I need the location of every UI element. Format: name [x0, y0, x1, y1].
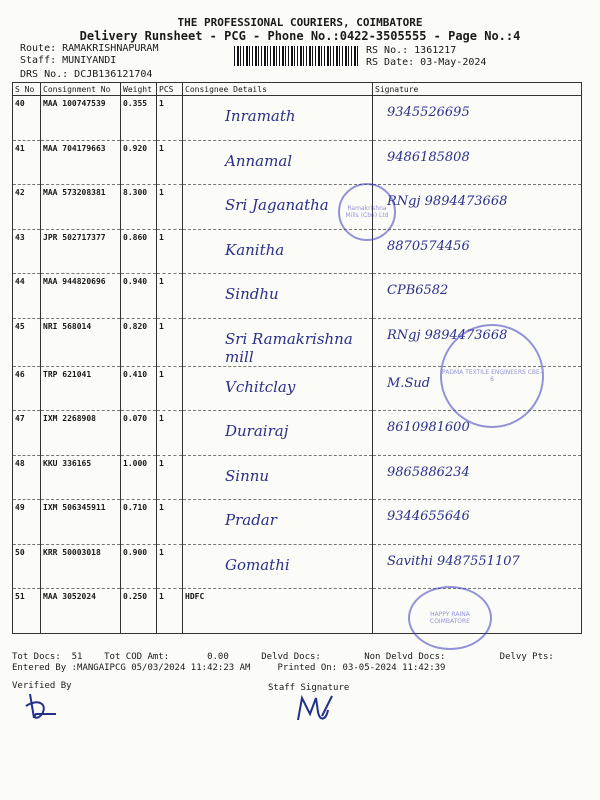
row-consignment: MAA 573208381 [41, 185, 121, 230]
row-consignee-cell [183, 318, 373, 366]
rs-number: RS No.: 1361217 [366, 45, 457, 56]
row-consignee-cell [183, 544, 373, 589]
row-signature: 9344655646 [387, 509, 470, 524]
table-row [13, 274, 582, 319]
row-weight: 0.820 [121, 318, 157, 366]
col-consignee: Consignee Details [183, 83, 373, 96]
row-consignee: Annamal [225, 151, 293, 170]
row-pcs: 1 [157, 366, 183, 411]
row-signature: 9486185808 [387, 149, 470, 165]
row-signature: Savithi 9487551107 [387, 553, 520, 569]
row-pcs: 1 [157, 229, 183, 274]
row-sno: 47 [13, 411, 41, 456]
row-consignee: Sinnu [225, 466, 270, 485]
staff-signature [292, 692, 336, 726]
table-row [13, 185, 582, 230]
verified-label: Verified By [12, 681, 72, 691]
row-pcs: 1 [157, 185, 183, 230]
row-signature: 8610981600 [387, 420, 470, 435]
stamp-text: Ramakrishna Mills (Cbe) Ltd [345, 205, 389, 219]
company-title: THE PROFESSIONAL COURIERS, COIMBATORE [177, 16, 423, 29]
verifier-signature [22, 690, 62, 724]
row-consignee-cell [183, 411, 373, 456]
row-signature-cell [373, 544, 582, 589]
row-consignment: JPR 502717377 [41, 229, 121, 274]
row-consignment: IXM 506345911 [41, 500, 121, 545]
table-header [13, 83, 582, 96]
table-row [13, 589, 582, 634]
row-consignee: HDFC [185, 592, 205, 601]
row-consignee-cell [183, 455, 373, 500]
row-sno: 44 [13, 274, 41, 319]
row-sno: 50 [13, 544, 41, 589]
rs-info [366, 45, 486, 69]
row-consignment: IXM 2268908 [41, 411, 121, 456]
row-consignee: Pradar [225, 511, 277, 529]
row-consignee: Inramath [225, 107, 296, 125]
col-pcs: PCS [157, 83, 183, 96]
company-stamp [338, 183, 396, 241]
col-signature: Signature [373, 83, 582, 96]
row-pcs: 1 [157, 140, 183, 185]
col-sno: S No [13, 83, 41, 96]
staff-signature-label: Staff Signature [268, 683, 350, 693]
row-pcs: 1 [157, 96, 183, 141]
row-signature-cell [373, 229, 582, 274]
row-signature: RNgj 9894473668 [387, 327, 508, 343]
row-consignee: Sri Jaganatha [225, 196, 329, 214]
company-stamp [440, 324, 544, 428]
rs-date: RS Date: 03-May-2024 [366, 57, 487, 68]
row-pcs: 1 [157, 455, 183, 500]
row-weight: 0.920 [121, 140, 157, 185]
row-sno: 48 [13, 455, 41, 500]
staff-label: Staff: MUNIYANDI [20, 55, 117, 66]
row-pcs: 1 [157, 274, 183, 319]
row-pcs: 1 [157, 500, 183, 545]
row-sno: 42 [13, 185, 41, 230]
table-row [13, 544, 582, 589]
row-consignee-cell [183, 229, 373, 274]
company-stamp [408, 586, 492, 650]
route-info [20, 43, 158, 81]
row-signature-cell [373, 455, 582, 500]
row-consignee-cell [183, 274, 373, 319]
row-consignee-cell [183, 96, 373, 141]
row-weight: 1.000 [121, 455, 157, 500]
row-consignee-cell [183, 589, 373, 634]
row-weight: 0.860 [121, 229, 157, 274]
barcode [234, 46, 360, 66]
stamp-text: PADMA TEXTILE ENGINEERS CBE-6 [442, 369, 542, 383]
row-consignee: Sindhu [225, 285, 279, 303]
row-consignment: KKU 336165 [41, 455, 121, 500]
row-signature-cell [373, 140, 582, 185]
table-row [13, 96, 582, 141]
route-label: Route: RAMAKRISHNAPURAM [20, 43, 159, 54]
row-pcs: 1 [157, 589, 183, 634]
row-signature-cell [373, 274, 582, 319]
row-sno: 40 [13, 96, 41, 141]
row-signature: 9345526695 [387, 105, 470, 120]
row-consignment: MAA 3052024 [41, 589, 121, 634]
row-signature: 8870574456 [387, 238, 470, 254]
row-weight: 0.710 [121, 500, 157, 545]
col-weight: Weight [121, 83, 157, 96]
row-signature: M.Sud [387, 375, 431, 391]
row-consignee-cell [183, 366, 373, 411]
runsheet-subtitle: Delivery Runsheet - PCG - Phone No.:0422-3505555 - Page No.:4 [79, 29, 521, 43]
row-pcs: 1 [157, 544, 183, 589]
col-consignment: Consignment No [41, 83, 121, 96]
row-consignee: Sri Ramakrishna mill [225, 329, 353, 366]
row-consignment: NRI 568014 [41, 318, 121, 366]
row-consignee: Vchitclay [225, 377, 296, 396]
row-weight: 0.940 [121, 274, 157, 319]
row-pcs: 1 [157, 318, 183, 366]
row-consignment: TRP 621041 [41, 366, 121, 411]
stamp-text: HAPPY RAINA COIMBATORE [430, 611, 470, 625]
row-signature-cell [373, 96, 582, 141]
row-consignee: Kanitha [225, 240, 285, 259]
row-sno: 51 [13, 589, 41, 634]
row-sno: 46 [13, 366, 41, 411]
row-weight: 0.410 [121, 366, 157, 411]
row-consignment: MAA 100747539 [41, 96, 121, 141]
row-consignee: Durairaj [225, 422, 289, 440]
table-row [13, 229, 582, 274]
row-signature: CPB6582 [387, 283, 449, 298]
row-signature: RNgj 9894473668 [387, 194, 508, 209]
footer-entered: Entered By :MANGAIPCG 05/03/2024 11:42:23 AM Printed On: 03-05-2024 11:42:39 [12, 663, 446, 673]
row-weight: 8.300 [121, 185, 157, 230]
table-row [13, 500, 582, 545]
drs-label: DRS No.: DCJB136121704 [20, 69, 153, 80]
table-row [13, 455, 582, 500]
row-sno: 45 [13, 318, 41, 366]
row-weight: 0.070 [121, 411, 157, 456]
footer-totals: Tot Docs: 51 Tot COD Amt: 0.00 Delvd Docs: Non Delvd Docs: Delvy Pts: [12, 652, 554, 662]
row-signature-cell [373, 500, 582, 545]
row-sno: 41 [13, 140, 41, 185]
row-signature-cell [373, 185, 582, 230]
row-consignment: MAA 704179663 [41, 140, 121, 185]
row-consignee: Gomathi [225, 555, 290, 574]
row-signature: 9865886234 [387, 464, 470, 480]
row-weight: 0.250 [121, 589, 157, 634]
row-pcs: 1 [157, 411, 183, 456]
row-weight: 0.355 [121, 96, 157, 141]
row-consignment: MAA 944820696 [41, 274, 121, 319]
table-row [13, 140, 582, 185]
row-consignee-cell [183, 140, 373, 185]
row-consignment: KRR 50003018 [41, 544, 121, 589]
row-sno: 43 [13, 229, 41, 274]
row-sno: 49 [13, 500, 41, 545]
row-weight: 0.900 [121, 544, 157, 589]
row-consignee-cell [183, 500, 373, 545]
